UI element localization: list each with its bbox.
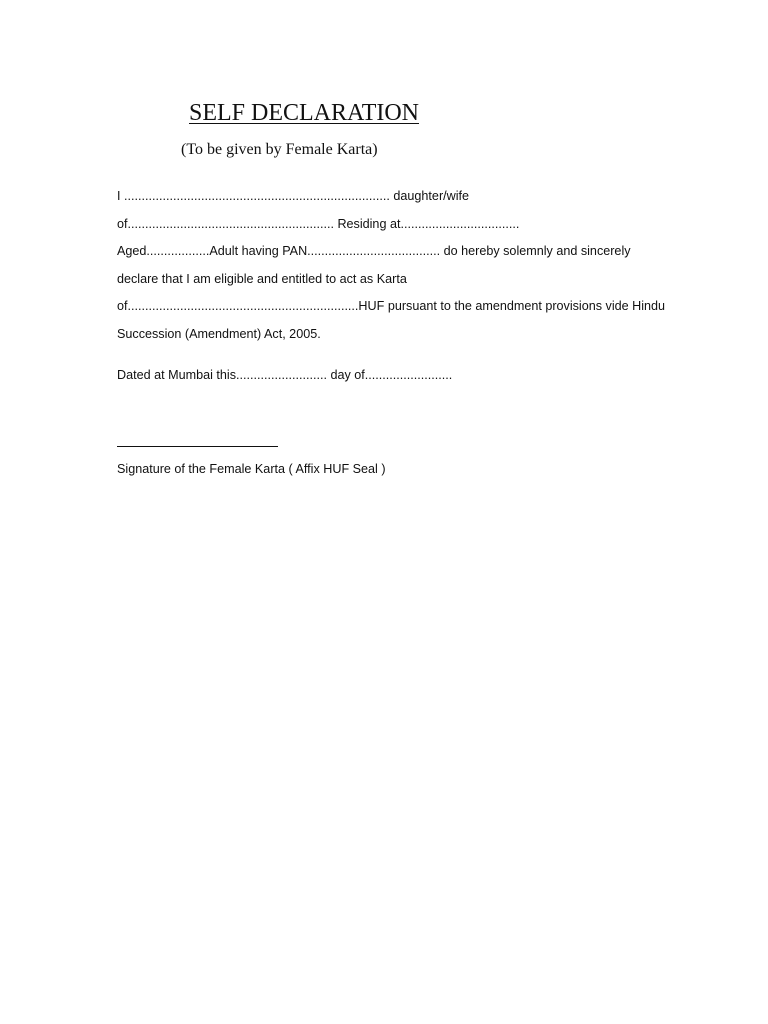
- declaration-line-residence: of........................................................... Residing at..................................: [117, 217, 520, 231]
- declaration-line-age-pan: Aged..................Adult having PAN...................................... do hereby solemnly and sincerely: [117, 244, 631, 258]
- declaration-line-eligibility: declare that I am eligible and entitled to act as Karta: [117, 272, 407, 286]
- page-subtitle: (To be given by Female Karta): [181, 141, 378, 158]
- declaration-line-huf: of..................................................................HUF pursuant to the amendment provisions vide Hindu: [117, 299, 666, 313]
- signature-caption: Signature of the Female Karta ( Affix HUF Seal ): [117, 462, 386, 476]
- page-title: SELF DECLARATION: [189, 100, 420, 126]
- declaration-line-dated: Dated at Mumbai this.......................... day of.........................: [117, 368, 453, 382]
- signature-line: [117, 446, 278, 447]
- declaration-line-name: I ............................................................................ daughter/wife: [117, 189, 470, 203]
- declaration-line-act: Succession (Amendment) Act, 2005.: [117, 327, 321, 341]
